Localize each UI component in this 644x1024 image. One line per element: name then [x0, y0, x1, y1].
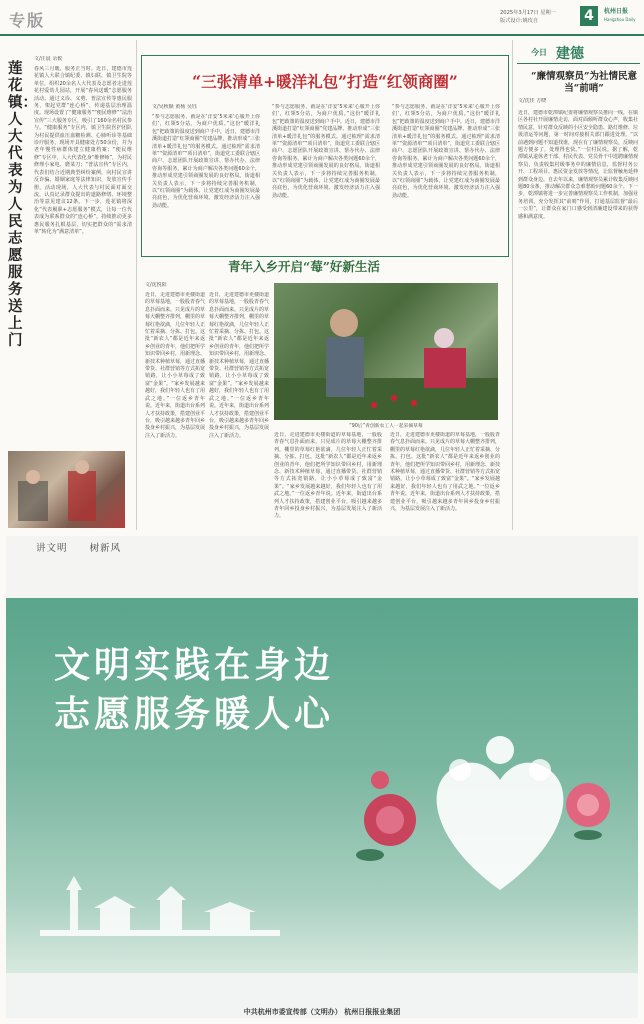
- sub-feature-body-col1: 近日，走进建德市更楼街道的草莓基地，一股股青春气息扑面而来。只见成片的草莓大棚整齐排列，棚里的草莓红艳欲滴，几位年轻人正忙着采摘、分拣、打包。这批“新农人”都是近年来返乡创业的青年，他们把所学知识带回乡村，用新理念、新技术种植草莓，通过直播带货、社群营销等方式拓宽销路，让小小草莓成了致富“金果”。“家乡发展越来越好，我们年轻人也有了用武之地。”一位返乡青年说。近年来，街道出台系列人才扶持政策，搭建创业平台，吸引越来越多青年回乡投身乡村振兴，为基层发展注入了新活力。: [145, 292, 205, 439]
- feature-body-col2: “参与志愿服务，就是在‘洋安’5米来‘心服开上你们’，红领5分站，为商户优质。”这份“暖洋礼包”把政策的温度送到商户手中。近日，建德市洋溪街道打造“红领商圈”党建品牌，推动形成“三张清单+暖洋礼包”的服务模式。通过梳理“需求清单”“资源清单”“项目清单”，街道党工委联合辖区商户、志愿团队开展政策宣讲、帮办代办、法律咨询等服务，累计为商户解决各类问题60余个，推动形成党建引领商圈发展的良好格局。街道相关负责人表示，下一步将持续完善服务机制，以“红领商圈”为载体，让党建红成为商圈发展最亮底色，为优化营商环境、激发经济活力注入强劲动能。: [272, 104, 380, 199]
- layout-editor: 版式设计:姚玫自: [500, 18, 539, 24]
- right-column-byline: 文/沈佳 方晓: [518, 98, 547, 104]
- sub-feature-body-col2: 近日，走进建德市更楼街道的草莓基地，一股股青春气息扑面而来。只见成片的草莓大棚整齐排列，棚里的草莓红艳欲滴，几位年轻人正忙着采摘、分拣、打包。这批“新农人”都是近年来返乡创业的青年，他们把所学知识带回乡村，用新理念、新技术种植草莓，通过直播带货、社群营销等方式拓宽销路，让小小草莓成了致富“金果”。“家乡发展越来越好，我们年轻人也有了用武之地。”一位返乡青年说。近年来，街道出台系列人才扶持政策，搭建创业平台，吸引越来越多青年回乡投身乡村振兴，为基层发展注入了新活力。: [209, 292, 269, 439]
- feature-byline: 文/吴秋顺 黄杨 吴钰: [152, 104, 197, 110]
- newspaper-brand: [604, 8, 636, 24]
- banner-slogan-line2: 志愿服务暖人心: [54, 693, 335, 735]
- right-column-body: 近日，建德市乾潭镇纪委将廉情观察员推向一线，在镇区各村社开展廉情走访，面对面倾听群众心声，收集社情民意，针对群众反映的小区安全隐患、路灯维修、垃圾清运等问题，第一时间对接相关部门跟进处理。“以前遇到问题不知道找谁，现在有了廉情观察员，反映问题方便多了，处理得也快。”一位村民说。据了解，乾潭镇从退休老干部、村民代表、党员骨干中选聘廉情观察员，负责收集村级事务中的廉情信息，监督村务公开、工程项目、惠民资金发放等情况，让监督触角延伸到群众身边。自去年以来，廉情观察员累计收集反映问题80余条，推动解决群众急难愁盼问题60余个。下一步，乾潭镇将进一步完善廉情观察员工作机制，加强业务培训，充分发挥其“前哨”作用，打通基层监督“最后一公里”，让群众在家门口感受到清廉建设带来的获得感和满意度。: [518, 110, 638, 220]
- sub-feature-byline: 文/沈悦阳: [145, 282, 167, 288]
- issue-date: 2025年3月17日 星期一: [500, 10, 556, 16]
- left-column-byline: 文/汪晨 余攸: [34, 56, 63, 62]
- strawberry-picking-photo: [274, 283, 498, 420]
- feature-body-col3: “参与志愿服务，就是在‘洋安’5米来‘心服开上你们’，红领5分站，为商户优质。”这份“暖洋礼包”把政策的温度送到商户手中。近日，建德市洋溪街道打造“红领商圈”党建品牌，推动形成“三张清单+暖洋礼包”的服务模式。通过梳理“需求清单”“资源清单”“项目清单”，街道党工委联合辖区商户、志愿团队开展政策宣讲、帮办代办、法律咨询等服务，累计为商户解决各类问题60余个，推动形成党建引领商圈发展的良好格局。街道相关负责人表示，下一步将持续完善服务机制，以“红领商圈”为载体，让党建红成为商圈发展最亮底色，为优化营商环境、激发经济活力注入强劲动能。: [392, 104, 500, 199]
- sub-feature-body-col4: 近日，走进建德市更楼街道的草莓基地，一股股青春气息扑面而来。只见成片的草莓大棚整齐排列，棚里的草莓红艳欲滴，几位年轻人正忙着采摘、分拣、打包。这批“新农人”都是近年来返乡创业的青年，他们把所学知识带回乡村，用新理念、新技术种植草莓，通过直播带货、社群营销等方式拓宽销路，让小小草莓成了致富“金果”。“家乡发展越来越好，我们年轻人也有了用武之地。”一位返乡青年说。近年来，街道出台系列人才扶持政策，搭建创业平台，吸引越来越多青年回乡投身乡村振兴，为基层发展注入了新活力。: [390, 432, 500, 513]
- banner-footer-text: 中共杭州市委宣传部（文明办） 杭州日报报业集团: [243, 1008, 401, 1016]
- section-label: 专版: [9, 11, 46, 30]
- brand-en: Hangzhou Daily: [604, 17, 636, 22]
- flower-right-icon: [560, 775, 620, 845]
- flower-left-icon: [350, 760, 440, 880]
- photo-placeholder-icon: [8, 451, 125, 528]
- feature-headline: “三张清单+暖洋礼包”打造“红领商圈”: [192, 72, 458, 91]
- volunteer-service-photo: [8, 451, 125, 528]
- banner-strap-right: 树新风: [89, 543, 122, 554]
- brand-name: 杭州日报: [604, 8, 629, 15]
- banner-strap: [36, 540, 121, 554]
- left-column-body: 春风三月暖，服务正当时。近日，建德市莲花镇人大联合镇纪委、镇妇联、镇卫生院等单位，组织20余名人大代表及志愿者走进莲花村爱幼儿园站，开展“春风送暖”志愿服务活动。通过义诊、义剪、普法宣传等惠民服务，架起党群“连心桥”，传递基层治理温度。现场设置了“健康服务”“便民维修”“法治宣传”三大服务专区，吸引了160余名村民参与。“健康服务”专区内，镇卫生院医护团队为村民提供血压血糖检测、心肺听诊等基础诊疗服务，现场开具健康处方50余份，并为老年慢性病群体建立健康档案；“便民维修”专区中，人大代表化身“维修师”，为村民修理小家电、磨菜刀；“普法宣传”专区内，代表们结合近期典型纠纷案例，向村民宣讲反诈骗、婚姻家庭等法律知识，发放宣传手册。活动现场，人大代表与村民面对面交流，认真记录群众提出的道路修缮、环境整治等意见建议12条。下一步，莲花镇将深化“代表履职+志愿服务”模式，让每一位代表成为联系群众的“连心桥”，持续推动更多惠民服务扎根基层，切实把群众的“需求清单”转化为“满意清单”。: [34, 66, 132, 235]
- right-column-title: “廉情观察员”为社情民意当“前哨”: [531, 71, 637, 94]
- issue-meta: [500, 9, 556, 25]
- banner-strap-left: 讲文明: [36, 543, 68, 554]
- left-column-title: 莲花镇：人大代表为人民志愿服务送上门: [8, 60, 37, 349]
- photo-figures-icon: [274, 283, 498, 420]
- column-divider-left: [136, 40, 137, 530]
- feature-body-col1: “参与志愿服务，就是在‘洋安’5米来‘心服开上你们’，红领5分站，为商户优质。”这份“暖洋礼包”把政策的温度送到商户手中。近日，建德市洋溪街道打造“红领商圈”党建品牌，推动形成“三张清单+暖洋礼包”的服务模式。通过梳理“需求清单”“资源清单”“项目清单”，街道党工委联合辖区商户、志愿团队开展政策宣讲、帮办代办、法律咨询等服务，累计为商户解决各类问题60余个，推动形成党建引领商圈发展的良好格局。街道相关负责人表示，下一步将持续完善服务机制，以“红领商圈”为载体，让党建红成为商圈发展最亮底色，为优化营商环境、激发经济活力注入强劲动能。: [152, 114, 260, 209]
- today-label: 今日: [531, 48, 547, 57]
- banner-slogan-line1: 文明实践在身边: [54, 644, 335, 686]
- jiande-label: 建德: [556, 46, 584, 62]
- sub-feature-headline: 青年入乡开启“莓”好新生活: [228, 259, 380, 274]
- sub-feature-body-col3: 近日，走进建德市更楼街道的草莓基地，一股股青春气息扑面而来。只见成片的草莓大棚整齐排列，棚里的草莓红艳欲滴，几位年轻人正忙着采摘、分拣、打包。这批“新农人”都是近年来返乡创业的青年，他们把所学知识带回乡村，用新理念、新技术种植草莓，通过直播带货、社群营销等方式拓宽销路，让小小草莓成了致富“金果”。“家乡发展越来越好，我们年轻人也有了用武之地。”一位返乡青年说。近年来，街道出台系列人才扶持政策，搭建创业平台，吸引越来越多青年回乡投身乡村振兴，为基层发展注入了新活力。: [274, 432, 382, 520]
- photo-caption: “90后”青创新农工人一起采摘草莓: [349, 424, 423, 429]
- column-divider-right: [512, 40, 513, 530]
- page-number: 4: [580, 6, 598, 26]
- city-skyline-icon: [30, 860, 290, 970]
